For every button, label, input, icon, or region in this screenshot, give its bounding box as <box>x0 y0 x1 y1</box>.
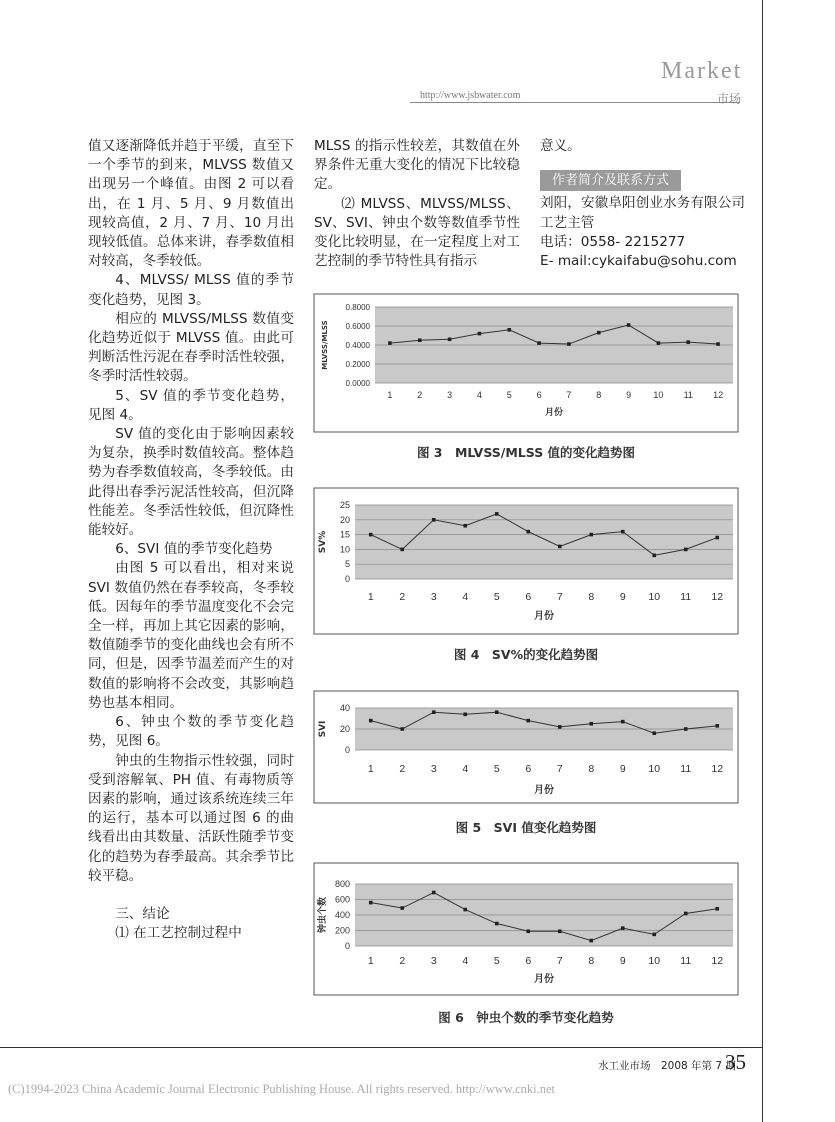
x-tick-label: 7 <box>556 955 563 967</box>
y-tick-label: 0.4000 <box>345 341 370 350</box>
data-point <box>478 332 482 336</box>
x-tick-label: 4 <box>462 955 469 967</box>
plot-area <box>355 505 733 579</box>
figure-caption-6: 图 6 钟虫个数的季节变化趋势 <box>438 1010 614 1025</box>
journal-issue: 水工业市场 2008 年第 7 期 <box>598 1060 736 1072</box>
conclusion-heading: 三、结论 <box>115 905 170 922</box>
data-point <box>495 710 499 714</box>
data-point <box>495 922 499 926</box>
y-tick-label: 25 <box>339 500 350 510</box>
x-tick-label: 5 <box>493 955 500 967</box>
y-tick-label: 0.0000 <box>345 379 370 388</box>
x-tick-label: 11 <box>680 591 692 603</box>
paragraph: 相应的 MLVSS/MLSS 数值变化趋势近似于 MLVSS 值。由此可判断活性污泥在春季时活性较强，冬季时活性较弱。 <box>88 310 294 385</box>
y-tick-label: 0.6000 <box>345 322 370 331</box>
x-tick-label: 10 <box>648 591 661 603</box>
y-axis-label: SV% <box>318 530 328 554</box>
x-tick-label: 6 <box>525 955 532 967</box>
x-tick-label: 3 <box>430 955 437 967</box>
data-point <box>400 548 404 552</box>
y-tick-label: 600 <box>334 894 350 905</box>
section-title-en: Market <box>661 58 743 84</box>
data-point <box>715 724 719 728</box>
data-point <box>567 342 571 346</box>
data-point <box>369 719 373 723</box>
section-heading: 6、SVI 值的季节变化趋势 <box>115 541 273 558</box>
x-tick-label: 10 <box>648 955 661 967</box>
y-tick-label: 200 <box>334 925 350 936</box>
x-tick-label: 1 <box>367 763 374 775</box>
page-number: 35 <box>725 1050 746 1074</box>
data-point <box>463 908 467 912</box>
data-point <box>558 929 562 933</box>
text-column-3 <box>540 137 745 271</box>
data-point <box>715 907 719 911</box>
x-tick-label: 2 <box>399 955 406 967</box>
x-tick-label: 4 <box>462 591 469 603</box>
x-tick-label: 1 <box>367 591 374 603</box>
section-heading: 4、MLVSS/ MLSS 值的季节变化趋势，见图 3。 <box>88 272 294 308</box>
x-tick-label: 3 <box>447 390 453 400</box>
x-tick-label: 4 <box>476 390 482 400</box>
page-edge-rule <box>762 0 763 1122</box>
phone-line: 电话：0558- 2215277 <box>540 233 686 250</box>
x-tick-label: 10 <box>653 390 664 400</box>
section-heading: 5、SV 值的季节变化趋势，见图 4。 <box>88 387 294 423</box>
x-axis-label: 月份 <box>544 408 564 418</box>
y-tick-label: 5 <box>344 559 350 570</box>
y-tick-label: 15 <box>339 529 350 540</box>
data-point <box>432 518 436 522</box>
chart-fig6-svg <box>313 862 739 996</box>
x-tick-label: 12 <box>711 763 724 775</box>
x-tick-label: 9 <box>626 390 632 400</box>
data-point <box>558 545 562 549</box>
paragraph: 由图 5 可以看出，相对来说 SVI 数值仍然在春季较高，冬季较低。因每年的季节温度变化不会完全一样，再加上其它因素的影响，数值随季节的变化曲线也会有所不同，但是，因季节温差而产生的对数值的影响将不会改变，其影响趋势也基本相同。 <box>88 560 294 711</box>
paragraph: SV 值的变化由于影响因素较为复杂，换季时数值较高。整体趋势为春季数值较高，冬季较低。由此得出春季污泥活性较高，但沉降性能差。冬季活性较低，但沉降性能较好。 <box>88 426 294 539</box>
y-tick-label: 10 <box>339 544 350 555</box>
x-tick-label: 6 <box>536 390 542 400</box>
x-tick-label: 3 <box>430 591 437 603</box>
data-point <box>537 341 541 345</box>
data-point <box>621 720 625 724</box>
x-tick-label: 2 <box>399 763 406 775</box>
x-tick-label: 11 <box>683 390 693 400</box>
data-point <box>418 338 422 342</box>
x-tick-label: 12 <box>713 390 724 400</box>
x-tick-label: 12 <box>711 955 724 967</box>
data-point <box>652 933 656 937</box>
data-point <box>507 328 511 332</box>
x-tick-label: 12 <box>711 591 724 603</box>
figure-caption-5: 图 5 SVI 值变化趋势图 <box>455 820 597 835</box>
x-tick-label: 7 <box>556 591 563 603</box>
y-tick-label: 0 <box>344 941 350 951</box>
y-tick-label: 20 <box>339 724 350 734</box>
data-point <box>652 731 656 735</box>
y-axis-label: 钟虫个数 <box>318 896 328 934</box>
header-rule <box>410 102 740 103</box>
paragraph: ⑴ 在工艺控制过程中 <box>115 925 242 942</box>
data-point <box>589 939 593 943</box>
email-line[interactable]: E- mail:cykaifabu@sohu.com <box>540 253 737 270</box>
x-tick-label: 8 <box>588 955 595 967</box>
data-point <box>621 530 625 534</box>
copyright-notice: (C)1994-2023 China Academic Journal Electronic Publishing House. All rights reserved. http://www.cnki.net <box>8 1082 556 1096</box>
data-point <box>400 906 404 910</box>
data-point <box>589 722 593 726</box>
x-tick-label: 4 <box>462 763 469 775</box>
x-tick-label: 7 <box>556 763 563 775</box>
chart-fig5-svg <box>313 690 739 804</box>
data-point <box>495 512 499 516</box>
data-point <box>400 727 404 731</box>
data-point <box>597 331 601 335</box>
chart-fig5 <box>313 690 739 804</box>
x-tick-label: 5 <box>493 591 500 603</box>
data-point <box>627 323 631 327</box>
paragraph: 意义。 <box>540 138 581 154</box>
y-axis-label: MLVSS/MLSS <box>321 320 329 370</box>
data-point <box>432 891 436 895</box>
data-point <box>526 719 530 723</box>
y-tick-label: 0.8000 <box>345 303 370 312</box>
x-tick-label: 2 <box>399 591 406 603</box>
chart-fig4 <box>313 487 739 635</box>
data-point <box>558 725 562 729</box>
paragraph: ⑵ MLVSS、MLVSS/MLSS、SV、SVI、钟虫个数等数值季节性变化比较明显，在一定程度上对工艺控制的季节特性具有指示 <box>314 195 520 270</box>
data-point <box>684 727 688 731</box>
x-tick-label: 1 <box>387 390 393 400</box>
y-axis-label: SVI <box>318 720 328 738</box>
data-point <box>432 710 436 714</box>
text-column-1 <box>88 137 294 943</box>
x-axis-label: 月份 <box>534 974 554 985</box>
data-point <box>621 926 625 930</box>
y-tick-label: 20 <box>339 514 350 525</box>
data-point <box>715 536 719 540</box>
x-tick-label: 8 <box>596 390 602 400</box>
chart-fig4-svg <box>313 487 739 635</box>
x-tick-label: 5 <box>493 763 500 775</box>
data-point <box>716 342 720 346</box>
y-tick-label: 800 <box>334 879 350 889</box>
data-point <box>686 340 690 344</box>
x-tick-label: 5 <box>506 390 512 400</box>
figure-caption-3: 图 3 MLVSS/MLSS 值的变化趋势图 <box>416 445 636 460</box>
x-tick-label: 1 <box>367 955 374 967</box>
author-info-badge: 作者简介及联系方式 <box>540 170 681 191</box>
x-tick-label: 6 <box>525 763 532 775</box>
data-point <box>652 554 656 558</box>
data-point <box>448 338 452 342</box>
x-tick-label: 8 <box>588 763 595 775</box>
data-point <box>684 548 688 552</box>
section-title-cn: 市场 <box>717 92 742 106</box>
x-tick-label: 9 <box>619 763 626 775</box>
section-heading: 6、钟虫个数的季节变化趋势，见图 6。 <box>88 714 294 750</box>
y-tick-label: 400 <box>334 910 350 920</box>
author-line: 刘阳，安徽阜阳创业水务有限公司工艺主管 <box>540 195 745 231</box>
paragraph: 值又逐渐降低并趋于平缓，直至下一个季节的到来，MLVSS 数值又出现另一个峰值。由图 2 可以看出，在 1 月、5 月、9 月数值出现较高值，2 月、7 月、10 月出现较低值。总体来讲，春季数值相对较高，冬季较低。 <box>88 138 294 270</box>
x-axis-label: 月份 <box>534 611 554 622</box>
data-point <box>369 533 373 537</box>
y-tick-label: 0 <box>344 574 350 584</box>
chart-fig6 <box>313 862 739 996</box>
figure-caption-4: 图 4 SV%的变化趋势图 <box>453 647 599 662</box>
data-point <box>684 912 688 916</box>
x-tick-label: 3 <box>430 763 437 775</box>
footer-rule <box>0 1047 762 1048</box>
x-tick-label: 11 <box>680 763 692 775</box>
x-tick-label: 11 <box>680 955 692 967</box>
website-url[interactable]: http://www.jsbwater.com <box>420 90 521 101</box>
x-axis-label: 月份 <box>534 785 554 796</box>
x-tick-label: 10 <box>648 763 661 775</box>
data-point <box>657 341 661 345</box>
y-tick-label: 0 <box>344 745 350 755</box>
y-tick-label: 40 <box>339 703 350 713</box>
x-tick-label: 9 <box>619 591 626 603</box>
data-point <box>526 929 530 933</box>
chart-fig3 <box>313 293 739 433</box>
x-tick-label: 7 <box>566 390 572 400</box>
data-point <box>369 901 373 905</box>
data-point <box>388 341 392 345</box>
data-point <box>526 530 530 534</box>
x-tick-label: 6 <box>525 591 532 603</box>
x-tick-label: 8 <box>588 591 595 603</box>
data-point <box>463 524 467 528</box>
x-tick-label: 9 <box>619 955 626 967</box>
data-point <box>463 713 467 717</box>
x-tick-label: 2 <box>417 390 423 400</box>
chart-fig3-svg <box>313 293 739 433</box>
paragraph: MLSS 的指示性较差，其数值在外界条件无重大变化的情况下比较稳定。 <box>314 138 520 193</box>
data-point <box>589 533 593 537</box>
paragraph: 钟虫的生物指示性较强，同时受到溶解氧、PH 值、有毒物质等因素的影响，通过该系统连续三年的运行，基本可以通过图 6 的曲线看出由其数量、活跃性随季节变化的趋势为春季最高。其余季节比较平稳。 <box>88 752 294 884</box>
y-tick-label: 0.2000 <box>345 360 370 369</box>
text-column-2 <box>314 137 520 271</box>
